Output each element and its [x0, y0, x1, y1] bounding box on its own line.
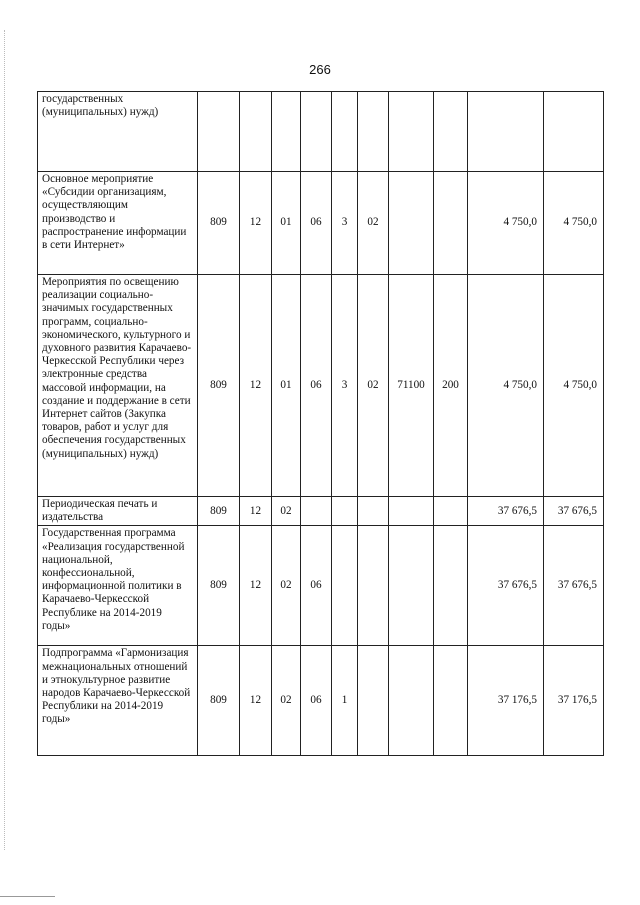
code-subprogram: 1	[332, 646, 358, 756]
code-subsection	[272, 92, 301, 172]
amount-year-1: 4 750,0	[468, 275, 544, 497]
code-direction	[389, 92, 434, 172]
code-event	[358, 526, 389, 646]
amount-year-1: 4 750,0	[468, 172, 544, 275]
budget-table	[37, 91, 604, 756]
code-direction: 71100	[389, 275, 434, 497]
amount-year-1	[468, 92, 544, 172]
code-ministry: 809	[198, 497, 240, 526]
code-expense-type	[434, 172, 468, 275]
code-subsection: 02	[272, 526, 301, 646]
code-program: 06	[301, 275, 332, 497]
binding-edge-marks	[4, 30, 6, 850]
code-subprogram	[332, 92, 358, 172]
code-expense-type	[434, 497, 468, 526]
code-section	[240, 92, 272, 172]
code-event	[358, 92, 389, 172]
code-direction	[389, 172, 434, 275]
code-expense-type	[434, 646, 468, 756]
code-section: 12	[240, 275, 272, 497]
code-expense-type	[434, 526, 468, 646]
code-subprogram	[332, 497, 358, 526]
row-description: Подпрограмма «Гармонизация межнациональных отношений и этнокультурное развитие народов Карачаево-Черкесской Республики на 2014-2019 годы»	[38, 646, 198, 756]
code-subprogram: 3	[332, 172, 358, 275]
code-subprogram	[332, 526, 358, 646]
amount-year-2: 37 176,5	[544, 646, 604, 756]
code-program: 06	[301, 526, 332, 646]
code-expense-type	[434, 92, 468, 172]
row-description: Периодическая печать и издательства	[38, 497, 198, 526]
code-section: 12	[240, 172, 272, 275]
amount-year-2	[544, 92, 604, 172]
amount-year-1: 37 676,5	[468, 497, 544, 526]
amount-year-2: 4 750,0	[544, 275, 604, 497]
row-description: Государственная программа «Реализация государственной национальной, конфессиональной, информационной политики в Карачаево-Черкесской Республике на 2014-2019 годы»	[38, 526, 198, 646]
table-row	[38, 526, 604, 646]
code-event: 02	[358, 275, 389, 497]
code-event	[358, 646, 389, 756]
table-row	[38, 646, 604, 756]
code-event	[358, 497, 389, 526]
code-program	[301, 497, 332, 526]
amount-year-1: 37 676,5	[468, 526, 544, 646]
code-ministry: 809	[198, 526, 240, 646]
amount-year-1: 37 176,5	[468, 646, 544, 756]
code-direction	[389, 526, 434, 646]
code-subsection: 02	[272, 497, 301, 526]
table-row	[38, 172, 604, 275]
code-direction	[389, 497, 434, 526]
table-row	[38, 92, 604, 172]
code-ministry: 809	[198, 646, 240, 756]
code-subsection: 02	[272, 646, 301, 756]
code-expense-type: 200	[434, 275, 468, 497]
table-row	[38, 497, 604, 526]
code-section: 12	[240, 646, 272, 756]
code-section: 12	[240, 526, 272, 646]
page-number: 266	[309, 62, 331, 77]
code-subsection: 01	[272, 275, 301, 497]
code-ministry: 809	[198, 275, 240, 497]
code-direction	[389, 646, 434, 756]
code-subsection: 01	[272, 172, 301, 275]
row-description: Мероприятия по освещению реализации социально-значимых государственных программ, социально-экономического, культурного и духовного развития Карачаево-Черкесской Республики через электронные средства массовой информации, на создание и поддержание в сети Интернет сайтов (Закупка товаров, работ и услуг для обеспечения государственных (муниципальных) нужд)	[38, 275, 198, 497]
code-ministry: 809	[198, 172, 240, 275]
code-program: 06	[301, 646, 332, 756]
amount-year-2: 4 750,0	[544, 172, 604, 275]
amount-year-2: 37 676,5	[544, 497, 604, 526]
scan-artifact-line	[0, 896, 55, 897]
amount-year-2: 37 676,5	[544, 526, 604, 646]
code-event: 02	[358, 172, 389, 275]
code-ministry	[198, 92, 240, 172]
row-description: государственных (муниципальных) нужд)	[38, 92, 198, 172]
row-description: Основное мероприятие «Субсидии организациям, осуществляющим производство и распространение информации в сети Интернет»	[38, 172, 198, 275]
code-subprogram: 3	[332, 275, 358, 497]
table-row	[38, 275, 604, 497]
code-program	[301, 92, 332, 172]
code-program: 06	[301, 172, 332, 275]
code-section: 12	[240, 497, 272, 526]
